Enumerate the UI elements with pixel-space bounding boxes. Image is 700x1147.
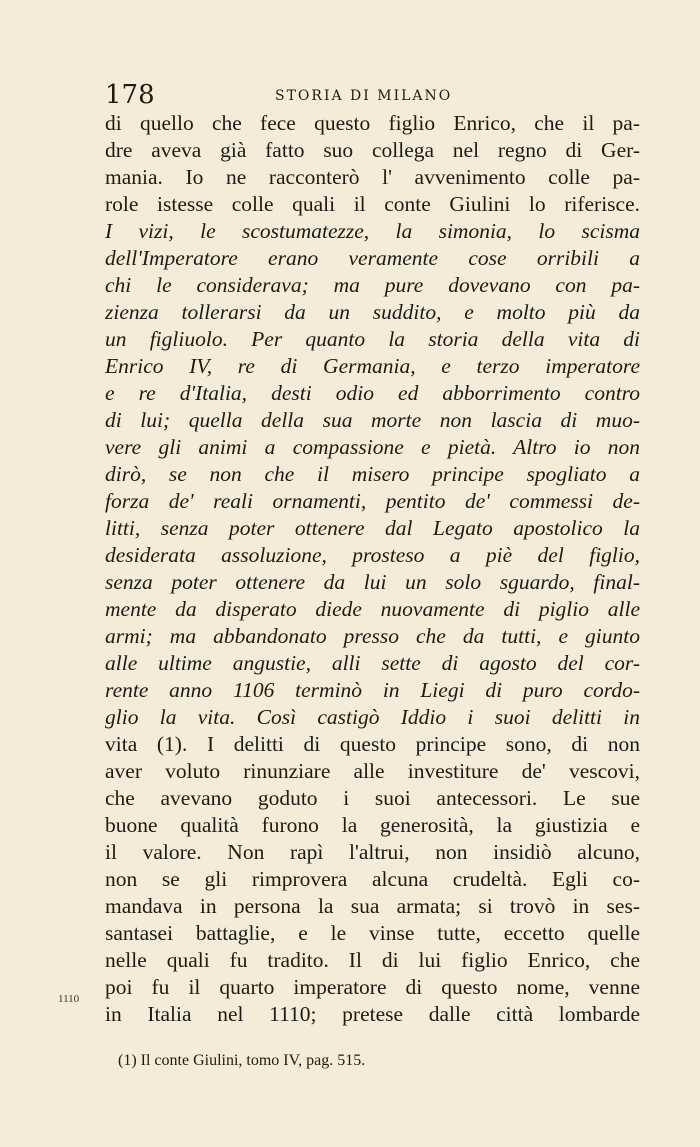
text-line: senza poter ottenere da lui un solo sguardo, final- [105,570,640,594]
text-line: mandava in persona la sua armata; si trovò in ses- [105,894,640,918]
text-line: zienza tollerarsi da un suddito, e molto più da [105,300,640,324]
text-line: e re d'Italia, desti odio ed abborrimento contro [105,381,640,405]
text-line: non se gli rimprovera alcuna crudeltà. Egli co- [105,867,640,891]
text-line: armi; ma abbandonato presso che da tutti, e giunto [105,624,640,648]
text-line: role istesse colle quali il conte Giulini lo riferisce. [105,192,640,216]
text-line: glio la vita. Così castigò Iddio i suoi delitti in [105,705,640,729]
text-line: che avevano goduto i suoi antecessori. Le sue [105,786,640,810]
text-line: dirò, se non che il misero principe spogliato a [105,462,640,486]
body-text [105,110,640,1028]
text-line: chi le considerava; ma pure dovevano con pa- [105,273,640,297]
text-line: Enrico IV, re di Germania, e terzo imperatore [105,354,640,378]
text-line: desiderata assoluzione, prosteso a piè del figlio, [105,543,640,567]
text-line: santasei battaglie, e le vinse tutte, eccetto quelle [105,921,640,945]
text-line: buone qualità furono la generosità, la giustizia e [105,813,640,837]
margin-year-note: 1110 [58,993,80,1005]
text-line: vita (1). I delitti di questo principe sono, di non [105,732,640,756]
text-line: dell'Imperatore erano veramente cose orribili a [105,246,640,270]
text-line: vere gli animi a compassione e pietà. Altro io non [105,435,640,459]
running-head: STORIA DI MILANO [275,88,453,104]
page-header [105,80,640,110]
text-line: alle ultime angustie, alli sette di agosto del cor- [105,651,640,675]
text-line: un figliuolo. Per quanto la storia della vita di [105,327,640,351]
text-line: mania. Io ne racconterò l' avvenimento colle pa- [105,165,640,189]
text-line: I vizi, le scostumatezze, la simonia, lo scisma [105,219,640,243]
text-line: nelle quali fu tradito. Il di lui figlio Enrico, che [105,948,640,972]
text-line: aver voluto rinunziare alle investiture de' vescovi, [105,759,640,783]
text-line: il valore. Non rapì l'altrui, non insidiò alcuno, [105,840,640,864]
footnote: (1) Il conte Giulini, tomo IV, pag. 515. [118,1052,366,1069]
text-line: dre aveva già fatto suo collega nel regno di Ger- [105,138,640,162]
text-line: mente da disperato diede nuovamente di piglio alle [105,597,640,621]
text-line: rente anno 1106 terminò in Liegi di puro cordo- [105,678,640,702]
text-line: in Italia nel 1110; pretese dalle città lombarde [105,1002,640,1026]
text-line: litti, senza poter ottenere dal Legato apostolico la [105,516,640,540]
text-line: di quello che fece questo figlio Enrico, che il pa- [105,111,640,135]
text-line: di lui; quella della sua morte non lascia di muo- [105,408,640,432]
page-number: 178 [105,80,155,110]
text-line: forza de' reali ornamenti, pentito de' commessi de- [105,489,640,513]
text-line: poi fu il quarto imperatore di questo nome, venne [105,975,640,999]
